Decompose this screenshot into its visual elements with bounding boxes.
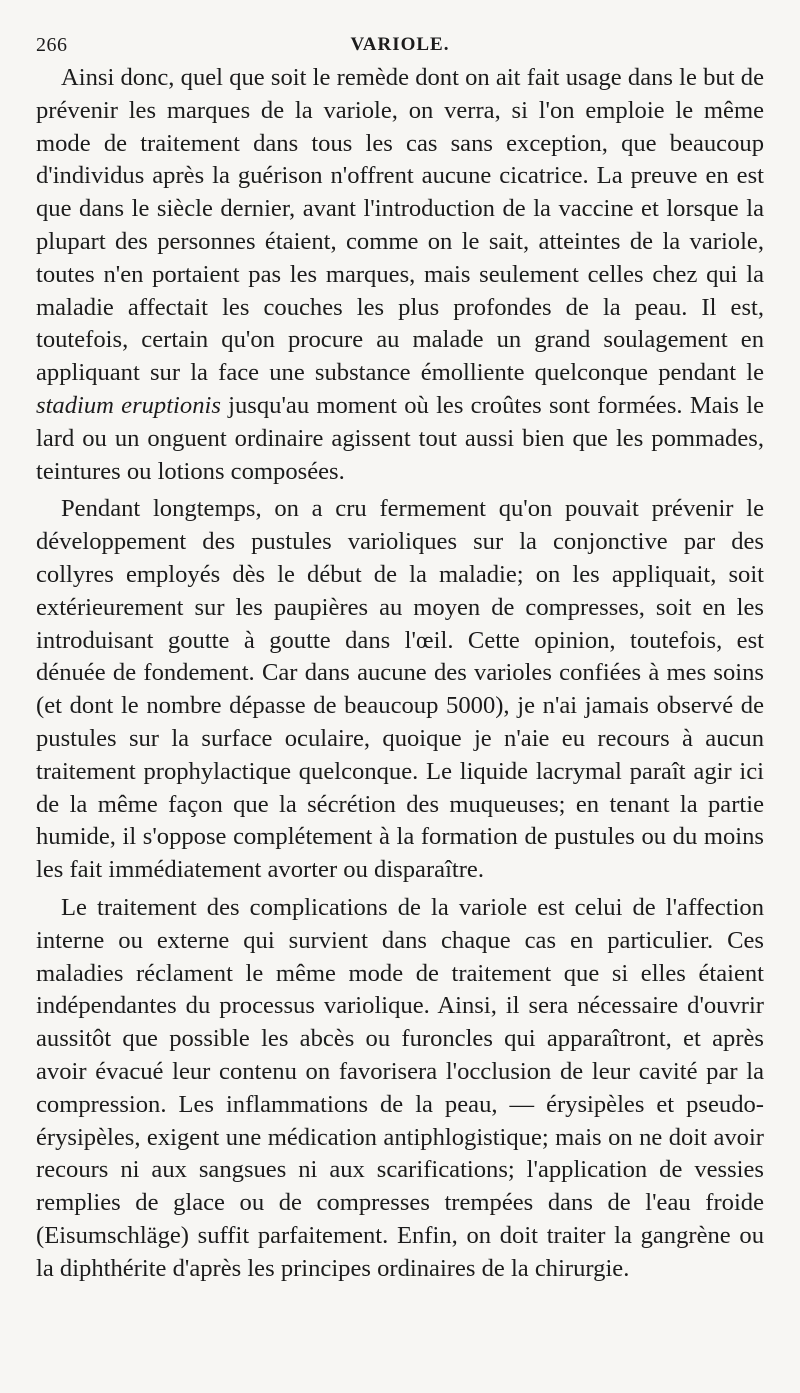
paragraph-complications: Le traitement des complications de la variole est celui de l'affection interne ou externe qui survient dans chaque cas en particulier. Ces maladies réclament le même mode de traitement que si elles étaient indépendantes du processus variolique. Ainsi, il sera nécessaire d'ouvrir aussitôt que possible les abcès ou furoncles qui apparaîtront, et après avoir évacué leur contenu on favorisera l'occlusion de leur cavité par la compression. Les inflammations de la peau, — érysipèles et pseudo-érysipèles, exigent une médication antiphlogistique; mais on ne doit avoir recours ni aux sangsues ni aux scarifications; l'application de vessies remplies de glace ou de compresses trempées dans de l'eau froide (Eisumschläge) suffit parfaitement. Enfin, on doit traiter la gangrène ou la diphthérite d'après les principes ordinaires de la chirurgie. xyxy=(36,893,764,1282)
page-number: 266 xyxy=(36,34,68,56)
paragraph-remedies-text-before: Ainsi donc, quel que soit le remède dont on ait fait usage dans le but de prévenir les marques de la variole, on verra, si l'on emploie le même mode de traitement dans tous les cas sans exception, que beaucoup d'individus après la guérison n'offrent aucune cicatrice. La preuve en est que dans le siècle dernier, avant l'introduction de la vaccine et lorsque la plupart des personnes étaient, comme on le sait, atteintes de la variole, toutes n'en portaient pas les marques, mais seulement celles chez qui la maladie affectait les couches les plus profondes de la peau. Il est, toutefois, certain qu'on procure au malade un grand soulagement en appliquant sur la face une substance émolliente quelconque pendant le xyxy=(36,64,764,387)
paragraph-remedies-text-after: jusqu'au moment où les croûtes sont formées. Mais le lard ou un onguent ordinaire agissent tout aussi bien que les pommades, teintures ou lotions composées. xyxy=(36,391,765,485)
running-title: VARIOLE. xyxy=(350,34,450,55)
body-text xyxy=(36,62,764,1285)
latin-term: stadium eruptionis xyxy=(36,391,221,419)
running-header xyxy=(36,28,764,62)
paragraph-conjunctiva: Pendant longtemps, on a cru fermement qu'on pouvait prévenir le développement des pustules varioliques sur la conjonctive par des collyres employés dès le début de la maladie; on les appliquait, soit extérieurement sur les paupières au moyen de compresses, soit en les introduisant goutte à goutte dans l'œil. Cette opinion, toutefois, est dénuée de fondement. Car dans aucune des varioles confiées à mes soins (et dont le nombre dépasse de beaucoup 5000), je n'ai jamais observé de pustules sur la surface oculaire, quoique je n'aie eu recours à aucun traitement prophylactique quelconque. Le liquide lacrymal paraît agir ici de la même façon que la sécrétion des muqueuses; en tenant la partie humide, il s'oppose complétement à la formation de pustules ou du moins les fait immédiatement avorter ou disparaître. xyxy=(36,495,764,884)
paragraph-remedies xyxy=(36,62,764,488)
